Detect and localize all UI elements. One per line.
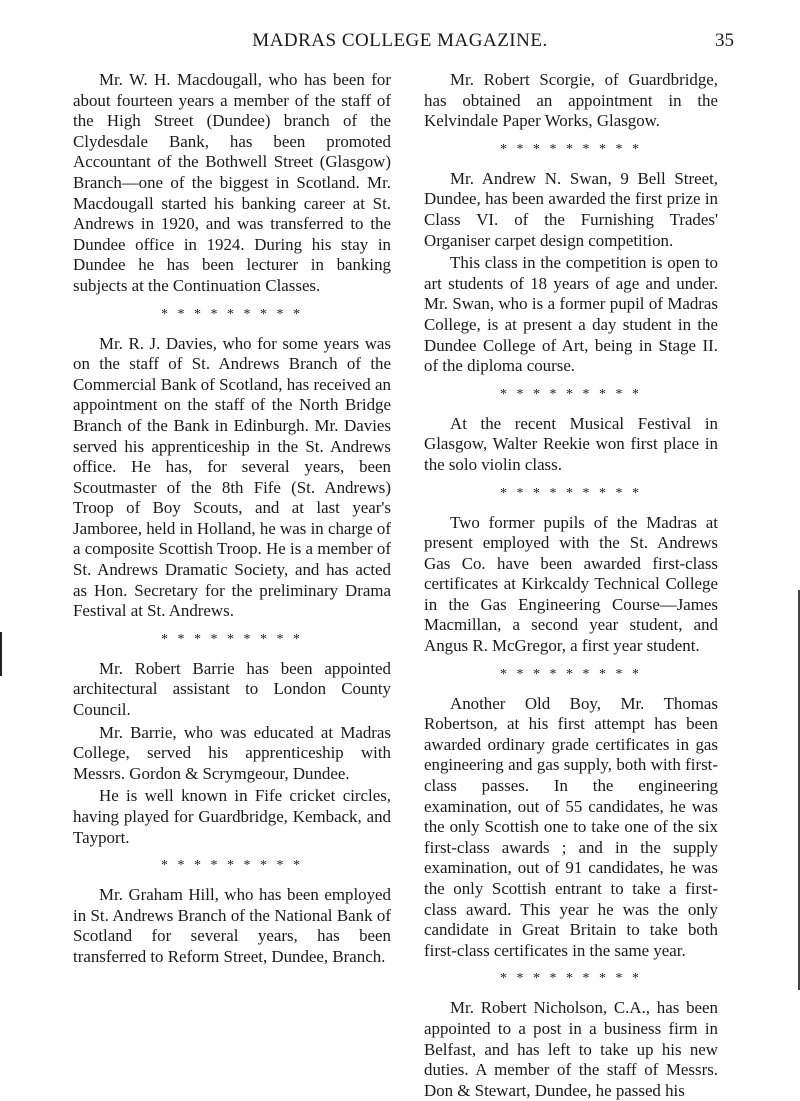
article-davies: Mr. R. J. Davies, who for some years was on the staff of St. Andrews Branch of the Commercial Bank of Scotland, has received an appointment on the staff of the North Bridge Branch of the Bank in Edinburgh. Mr. Davies served his apprenticeship in the St. Andrews office. He has, for several years, been Scoutmaster of the 8th Fife (St. Andrews) Troop of Boy Scouts, and at last year's Jamboree, held in Holland, he was in charge of a composite Scottish Troop. He is a member of St. Andrews Dramatic Society, and has acted as Hon. Secretary for the preliminary Drama Festival at St. Andrews. <box>73 333 391 621</box>
article-barrie-cricket: He is well known in Fife cricket circles, having played for Guardbridge, Kemback, and Tayport. <box>73 786 391 847</box>
section-separator: * * * * * * * * * <box>500 666 642 682</box>
section-separator: * * * * * * * * * <box>161 858 303 874</box>
left-column <box>73 70 391 968</box>
scan-edge-mark <box>0 632 2 676</box>
section-separator: * * * * * * * * * <box>500 386 642 402</box>
article-swan-class: This class in the competition is open to art students of 18 years of age and under. Mr. Swan, who is a former pupil of Madras College, is at present a day student in the Dundee College of Art, being in Stage II. of the diploma course. <box>424 253 718 376</box>
article-nicholson: Mr. Robert Nicholson, C.A., has been appointed to a post in a business firm in Belfast, and has left to take up his new duties. A member of the staff of Messrs. Don & Stewart, Dundee, he passed his <box>424 998 718 1100</box>
article-swan: Mr. Andrew N. Swan, 9 Bell Street, Dundee, has been awarded the first prize in Class VI. of the Furnishing Trades' Organiser carpet design competition. <box>424 168 718 250</box>
article-reekie: At the recent Musical Festival in Glasgow, Walter Reekie won first place in the solo violin class. <box>424 413 718 474</box>
section-separator: * * * * * * * * * <box>500 485 642 501</box>
section-separator: * * * * * * * * * <box>161 306 303 322</box>
article-scorgie: Mr. Robert Scorgie, of Guardbridge, has obtained an appointment in the Kelvindale Paper Works, Glasgow. <box>424 70 718 131</box>
article-robertson: Another Old Boy, Mr. Thomas Robertson, at his first attempt has been awarded ordinary grade certificates in gas engineering and gas supply, both with first-class passes. In the engineering examination, out of 55 candidates, he was the only Scottish one to take one of the six first-class awards ; and in the supply examination, out of 91 candidates, he was the only Scottish entrant to take a first-class award. This year he was the only candidate in Great Britain to take both first-class certificates in the same year. <box>424 693 718 960</box>
article-barrie: Mr. Robert Barrie has been appointed architectural assistant to London County Council. <box>73 658 391 720</box>
right-column <box>424 70 718 1101</box>
article-macdougall: Mr. W. H. Macdougall, who has been for about fourteen years a member of the staff of the High Street (Dundee) branch of the Clydesdale Bank, has been promoted Accountant of the Bothwell Street (Glasgow) Branch—one of the biggest in Scotland. Mr. Macdougall started his banking career at St. Andrews in 1920, and was transferred to the Dundee office in 1924. During his stay in Dundee he has been lecturer in banking subjects at the Continuation Classes. <box>73 70 391 295</box>
section-separator: * * * * * * * * * <box>500 141 642 157</box>
page-number: 35 <box>715 30 734 51</box>
magazine-title: MADRAS COLLEGE MAGAZINE. <box>252 30 548 51</box>
page-header <box>0 30 800 60</box>
article-barrie-education: Mr. Barrie, who was educated at Madras College, served his apprenticeship with Messrs. Gordon & Scrymgeour, Dundee. <box>73 722 391 783</box>
article-gas-co: Two former pupils of the Madras at present employed with the St. Andrews Gas Co. have been awarded first-class certificates at Kirkcaldy Technical College in the Gas Engineering Course—James Macmillan, a second year student, and Angus R. McGregor, a first year student. <box>424 512 718 656</box>
section-separator: * * * * * * * * * <box>500 971 642 987</box>
article-hill: Mr. Graham Hill, who has been employed in St. Andrews Branch of the National Bank of Scotland for several years, has been transferred to Reform Street, Dundee, Branch. <box>73 885 391 966</box>
section-separator: * * * * * * * * * <box>161 631 303 647</box>
